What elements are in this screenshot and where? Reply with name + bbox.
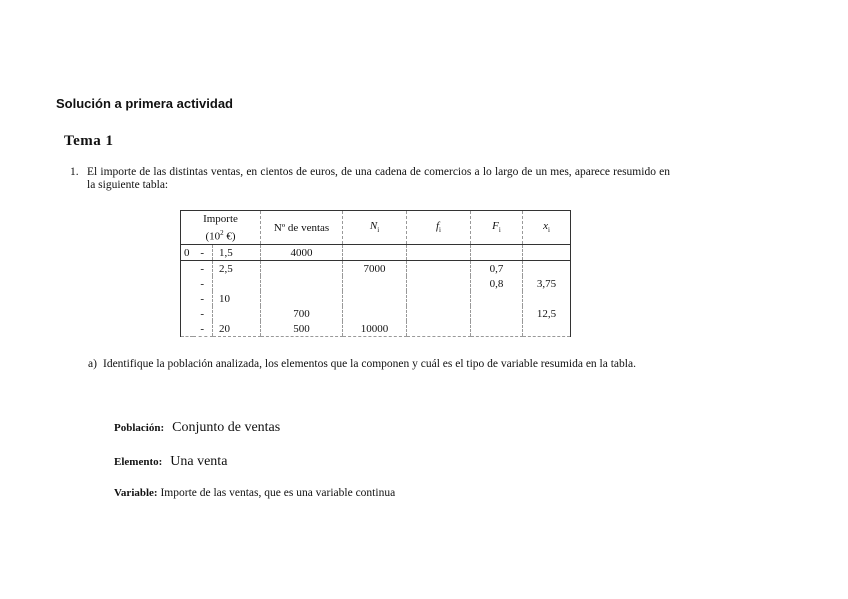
header-ventas: [261, 211, 343, 245]
cell-dash: -: [193, 321, 213, 337]
variable-label: Variable:: [114, 487, 158, 499]
cell-fi: [407, 306, 471, 321]
elemento-label: Elemento:: [114, 456, 163, 468]
question-a: [88, 358, 670, 371]
cell-ventas: 4000: [261, 245, 343, 261]
cell-xi: [523, 291, 571, 306]
answer-elemento: [114, 452, 227, 470]
cell-lo: [181, 261, 193, 277]
header-xi: [523, 211, 571, 245]
header-Fi-text: F: [492, 220, 499, 233]
cell-lo: [181, 291, 193, 306]
header-Ni-text: N: [369, 220, 378, 233]
cell-ventas: [261, 276, 343, 291]
header-Ni-sub: i: [377, 226, 380, 235]
frequency-table: [180, 210, 571, 337]
table-row: [181, 245, 571, 261]
cell-Fi: [471, 306, 523, 321]
cell-fi: [407, 291, 471, 306]
cell-dash: -: [200, 307, 205, 320]
cell-fi: [407, 276, 471, 291]
header-fi-sub: i: [439, 226, 441, 235]
answer-variable: [114, 483, 395, 501]
header-fi: [407, 211, 471, 245]
poblacion-label: Población:: [114, 422, 165, 434]
cell-Ni: [343, 291, 407, 306]
cell-hi: [213, 306, 261, 321]
header-importe-unit-a: (10: [205, 230, 221, 243]
cell-Fi: [471, 291, 523, 306]
cell-Ni: [343, 276, 407, 291]
question-1: [70, 166, 670, 192]
cell-hi: 1,5: [213, 245, 261, 261]
table-row: [181, 261, 571, 277]
cell-xi: [523, 245, 571, 261]
poblacion-value: Conjunto de ventas: [172, 420, 281, 435]
header-importe-unit-b: €): [223, 230, 236, 243]
cell-Ni: 7000: [343, 261, 407, 277]
cell-hi: [213, 276, 261, 291]
question-a-number: a): [88, 358, 97, 370]
cell-hi: 20: [213, 321, 261, 337]
header-xi-text: x: [543, 220, 548, 233]
table-row: [181, 291, 571, 306]
cell-dash: -: [200, 277, 205, 290]
elemento-value: Una venta: [170, 454, 228, 469]
cell-dash: -: [200, 262, 205, 275]
cell-hi: 10: [213, 291, 261, 306]
cell-dash: -: [193, 245, 213, 261]
header-Fi-sub: i: [498, 226, 501, 235]
cell-fi: [407, 261, 471, 277]
cell-Fi: [471, 321, 523, 337]
page-heading: Solución a primera actividad: [56, 96, 233, 111]
question-1-text: El importe de las distintas ventas, en cientos de euros, de una cadena de comercios a lo largo de un mes, aparece resumido en la siguiente tabla:: [87, 166, 670, 191]
cell-fi: [407, 321, 471, 337]
header-Fi: [471, 211, 523, 245]
table-row: [181, 321, 571, 337]
cell-fi: [407, 245, 471, 261]
cell-lo: [181, 306, 193, 321]
cell-lo: [181, 321, 193, 337]
question-a-text: Identifique la población analizada, los elementos que la componen y cuál es el tipo de variable resumida en la tabla.: [103, 358, 636, 370]
cell-ventas: 700: [261, 306, 343, 321]
cell-Fi: [471, 245, 523, 261]
header-importe-exp: 2: [220, 228, 224, 237]
table-row: [181, 306, 571, 321]
cell-Ni: [343, 245, 407, 261]
cell-Fi: 0,8: [471, 276, 523, 291]
header-fi-text: f: [435, 220, 440, 233]
cell-dash: -: [200, 292, 205, 305]
cell-xi: 3,75: [523, 276, 571, 291]
question-1-number: 1.: [70, 166, 79, 178]
header-importe-line1: Importe: [203, 212, 238, 225]
header-xi-sub: i: [547, 226, 550, 235]
topic-title: Tema 1: [64, 133, 114, 149]
header-Ni: [343, 211, 407, 245]
cell-xi: 12,5: [523, 306, 571, 321]
header-ventas-text: Nº de ventas: [273, 221, 330, 234]
cell-ventas: [261, 291, 343, 306]
cell-xi: [523, 321, 571, 337]
cell-Fi: 0,7: [471, 261, 523, 277]
cell-lo: 0: [181, 245, 193, 261]
table-row: [181, 276, 571, 291]
cell-xi: [523, 261, 571, 277]
answer-poblacion: [114, 418, 280, 436]
cell-lo: [181, 276, 193, 291]
cell-Ni: [343, 306, 407, 321]
header-importe: [181, 211, 261, 245]
variable-value: Importe de las ventas, que es una variable continua: [157, 487, 396, 499]
cell-ventas: [261, 261, 343, 277]
cell-hi: 2,5: [213, 261, 261, 277]
cell-ventas: 500: [261, 321, 343, 337]
table-header-row: [181, 211, 571, 245]
cell-Ni: 10000: [343, 321, 407, 337]
